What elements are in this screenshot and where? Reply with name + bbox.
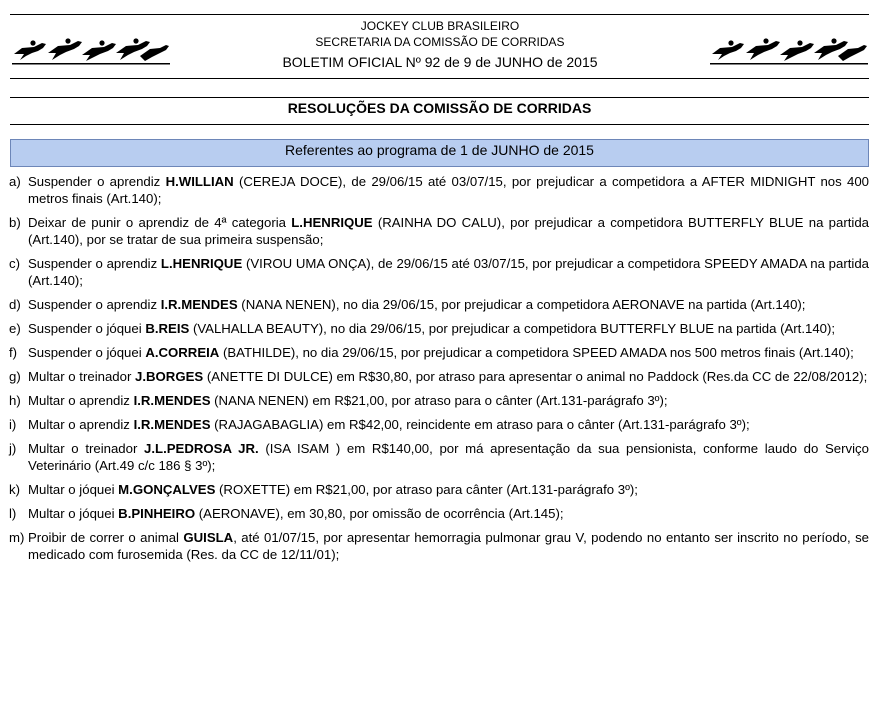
list-item — [9, 296, 869, 313]
list-item — [9, 320, 869, 337]
item-text: Multar o aprendiz I.R.MENDES (NANA NENEN) em R$21,00, por atraso para o cânter (Art.131-parágrafo 3º); — [28, 393, 668, 408]
list-item — [9, 416, 869, 433]
person-name: M.GONÇALVES — [118, 482, 216, 497]
item-marker: f) — [9, 345, 18, 360]
item-text: Suspender o aprendiz I.R.MENDES (NANA NENEN), no dia 29/06/15, por prejudicar a competidora AERONAVE na partida (Art.140); — [28, 297, 806, 312]
section-title: RESOLUÇÕES DA COMISSÃO DE CORRIDAS — [287, 100, 592, 116]
item-marker: l) — [9, 506, 17, 521]
item-text: Suspender o jóquei B.REIS (VALHALLA BEAUTY), no dia 29/06/15, por prejudicar a competidora BUTTERFLY BLUE na partida (Art.140); — [28, 321, 836, 336]
item-marker: j) — [9, 441, 17, 456]
list-item — [9, 368, 869, 385]
item-marker: g) — [9, 369, 21, 384]
secretariat-name: SECRETARIA DA COMISSÃO DE CORRIDAS — [315, 35, 565, 49]
item-text: Proibir de correr o animal GUISLA, até 01/07/15, por apresentar hemorragia pulmonar grau V, podendo no entanto ser inscrito no período, se medicado com furosemida (Res. da CC de 12/11/01); — [28, 530, 870, 562]
list-item — [9, 481, 869, 498]
header-bottom-rule — [10, 78, 869, 79]
person-name: J.L.PEDROSA JR. — [144, 441, 259, 456]
person-name: J.BORGES — [135, 369, 204, 384]
list-item — [9, 529, 869, 563]
item-marker: m) — [9, 530, 25, 545]
item-text: Suspender o aprendiz H.WILLIAN (CEREJA DOCE), de 29/06/15 até 03/07/15, por prejudicar a competidora a AFTER MIDNIGHT nos 400 metros finais (Art.140); — [28, 174, 869, 206]
list-item — [9, 255, 869, 289]
item-text: Suspender o jóquei A.CORREIA (BATHILDE), no dia 29/06/15, por prejudicar a competidora SPEED AMADA nos 500 metros finais (Art.140); — [28, 345, 854, 360]
racing-horses-icon — [710, 34, 868, 66]
racing-horses-icon — [12, 34, 170, 66]
item-text: Suspender o aprendiz L.HENRIQUE (VIROU UMA ONÇA), de 29/06/15 até 03/07/15, por prejudicar a competidora SPEEDY AMADA na partida (Art.140); — [28, 256, 869, 288]
item-marker: b) — [9, 215, 21, 230]
item-text: Multar o treinador J.BORGES (ANETTE DI DULCE) em R$30,80, por atraso para apresentar o animal no Paddock (Res.da CC de 22/08/2012); — [28, 369, 868, 384]
list-item — [9, 505, 869, 522]
list-item — [9, 392, 869, 409]
list-item — [9, 440, 869, 474]
item-text: Multar o aprendiz I.R.MENDES (RAJAGABAGLIA) em R$42,00, reincidente em atraso para o cânter (Art.131-parágrafo 3º); — [28, 417, 750, 432]
list-item — [9, 344, 869, 361]
section-top-rule — [10, 97, 869, 98]
item-marker: k) — [9, 482, 20, 497]
item-text: Deixar de punir o aprendiz de 4ª categoria L.HENRIQUE (RAINHA DO CALU), por prejudicar a competidora BUTTERFLY BLUE na partida (Art.140), por se tratar de sua primeira suspensão; — [28, 215, 869, 247]
section-bottom-rule — [10, 124, 869, 125]
item-text: Multar o treinador J.L.PEDROSA JR. (ISA ISAM ) em R$140,00, por má apresentação da sua pensionista, conforme laudo do Serviço Veterinário (Art.49 c/c 186 § 3º); — [28, 441, 869, 473]
person-name: L.HENRIQUE — [160, 256, 243, 271]
person-name: L.HENRIQUE — [291, 215, 373, 230]
person-name: B.REIS — [145, 321, 190, 336]
item-marker: e) — [9, 321, 21, 336]
person-name: B.PINHEIRO — [118, 506, 196, 521]
bulletin-title: BOLETIM OFICIAL Nº 92 de 9 de JUNHO de 2015 — [282, 54, 598, 70]
item-marker: h) — [9, 393, 21, 408]
item-text: Multar o jóquei M.GONÇALVES (ROXETTE) em R$21,00, por atraso para cânter (Art.131-parágrafo 3º); — [28, 482, 638, 497]
person-name: H.WILLIAN — [165, 174, 234, 189]
item-marker: i) — [9, 417, 17, 432]
top-rule — [10, 14, 869, 15]
item-marker: d) — [9, 297, 21, 312]
resolutions-list — [9, 173, 869, 570]
person-name: A.CORREIA — [145, 345, 220, 360]
list-item — [9, 214, 869, 248]
person-name: I.R.MENDES — [133, 417, 211, 432]
item-text: Multar o jóquei B.PINHEIRO (AERONAVE), em 30,80, por omissão de ocorrência (Art.145); — [28, 506, 564, 521]
reference-bar: Referentes ao programa de 1 de JUNHO de 2015 — [10, 139, 869, 167]
item-marker: a) — [9, 174, 21, 189]
club-name: JOCKEY CLUB BRASILEIRO — [360, 19, 520, 33]
person-name: I.R.MENDES — [133, 393, 211, 408]
person-name: I.R.MENDES — [160, 297, 238, 312]
list-item — [9, 173, 869, 207]
item-marker: c) — [9, 256, 20, 271]
person-name: GUISLA — [183, 530, 234, 545]
